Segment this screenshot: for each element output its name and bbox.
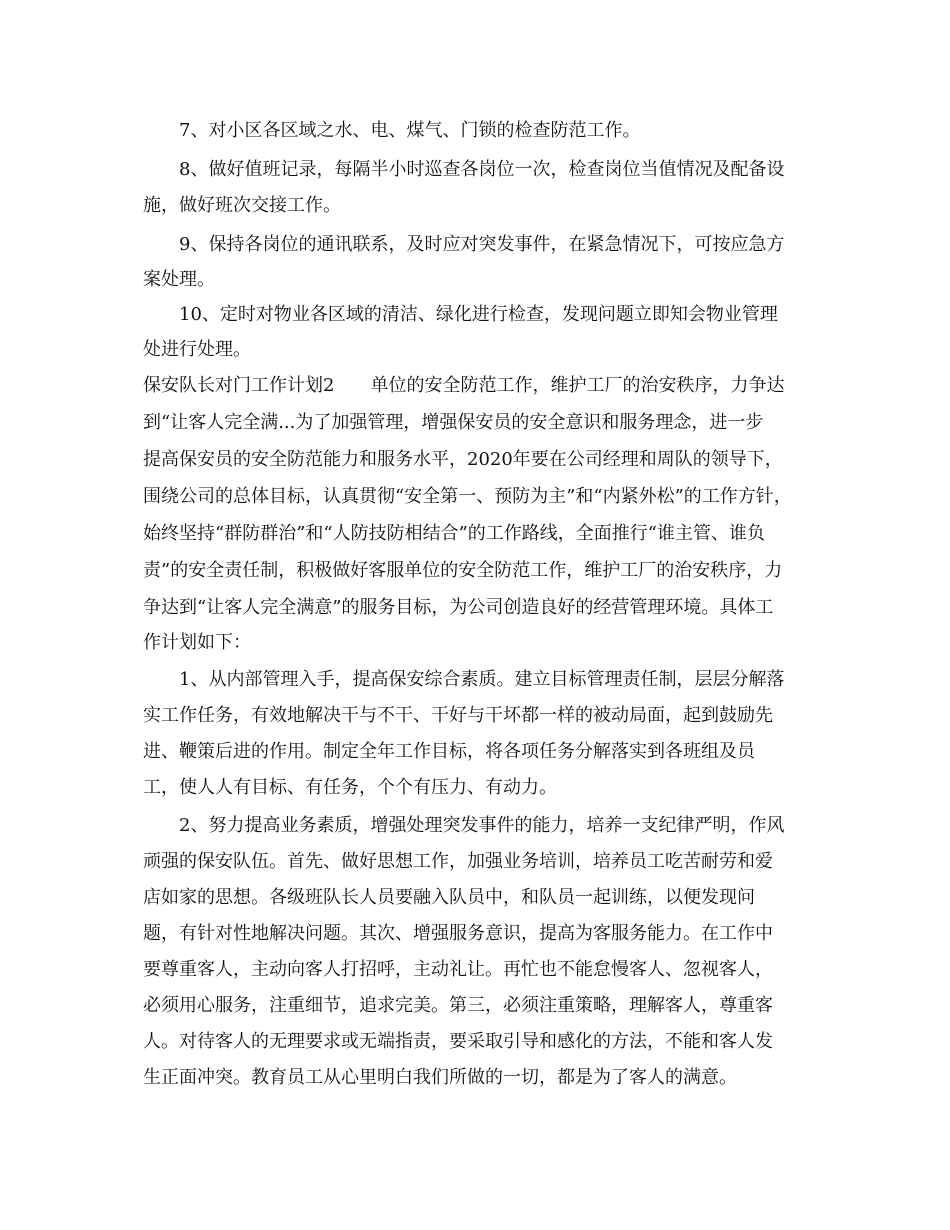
text-line: 生正面冲突。教育员工从心里明白我们所做的一切，都是为了客人的满意。 xyxy=(143,1067,737,1088)
text-line: 顽强的保安队伍。首先、做好思想工作，加强业务培训，培养员工吃苦耐劳和爱 xyxy=(143,851,773,872)
text-line: 9、保持各岗位的通讯联系，及时应对突发事件，在紧急情况下，可按应急方 xyxy=(179,234,785,255)
text-line: 7、对小区各区域之水、电、煤气、门锁的检查防范工作。 xyxy=(179,120,641,141)
text-line: 题，有针对性地解决问题。其次、增强服务意识，提高为客服务能力。在工作中 xyxy=(143,923,773,944)
text-line: 进、鞭策后进的作用。制定全年工作目标，将各项任务分解落实到各班组及员 xyxy=(143,741,755,762)
text-line: 责”的安全责任制，积极做好客服单位的安全防范工作，维护工厂的治安秩序，力 xyxy=(143,560,783,581)
text-line: 2、努力提高业务素质，增强处理突发事件的能力，培养一支纪律严明，作风 xyxy=(179,815,785,836)
text-line: 提高保安员的安全防范能力和服务水平，2020年要在公司经理和周队的领导下， xyxy=(143,449,783,470)
text-line: 处进行处理。 xyxy=(143,339,251,360)
text-line: 始终坚持“群防群治”和“人防技防相结合”的工作路线，全面推行“谁主管、谁负 xyxy=(143,523,766,544)
text-line: 保安队长对门工作计划2 单位的安全防范工作，维护工厂的治安秩序，力争达 xyxy=(143,375,785,396)
text-line: 1、从内部管理入手，提高保安综合素质。建立目标管理责任制，层层分解落 xyxy=(179,669,785,690)
text-line: 10、定时对物业各区域的清洁、绿化进行检查，发现问题立即知会物业管理 xyxy=(179,304,778,325)
text-line: 作计划如下： xyxy=(143,632,251,653)
text-line: 围绕公司的总体目标，认真贯彻“安全第一、预防为主”和“内紧外松”的工作方针， xyxy=(143,486,792,507)
text-line: 施，做好班次交接工作。 xyxy=(143,195,341,216)
text-line: 争达到“让客人完全满意”的服务目标，为公司创造良好的经营管理环境。具体工 xyxy=(143,597,774,618)
text-line: 案处理。 xyxy=(143,269,215,290)
text-line: 人。对待客人的无理要求或无端指责，要采取引导和感化的方法，不能和客人发 xyxy=(143,1031,773,1052)
text-line: 到“让客人完全满...为了加强管理，增强保安员的安全意识和服务理念，进一步 xyxy=(143,412,764,433)
text-line: 8、做好值班记录，每隔半小时巡查各岗位一次，检查岗位当值情况及配备设 xyxy=(179,159,785,180)
text-line: 必须用心服务，注重细节，追求完美。第三，必须注重策略，理解客人，尊重客 xyxy=(143,995,773,1016)
text-line: 店如家的思想。各级班队长人员要融入队员中，和队员一起训练，以便发现问 xyxy=(143,887,755,908)
text-line: 要尊重客人，主动向客人打招呼，主动礼让。再忙也不能怠慢客人、忽视客人， xyxy=(143,959,773,980)
text-line: 工，使人人有目标、有任务，个个有压力、有动力。 xyxy=(143,777,557,798)
text-line: 实工作任务，有效地解决干与不干、干好与干坏都一样的被动局面，起到鼓励先 xyxy=(143,705,773,726)
